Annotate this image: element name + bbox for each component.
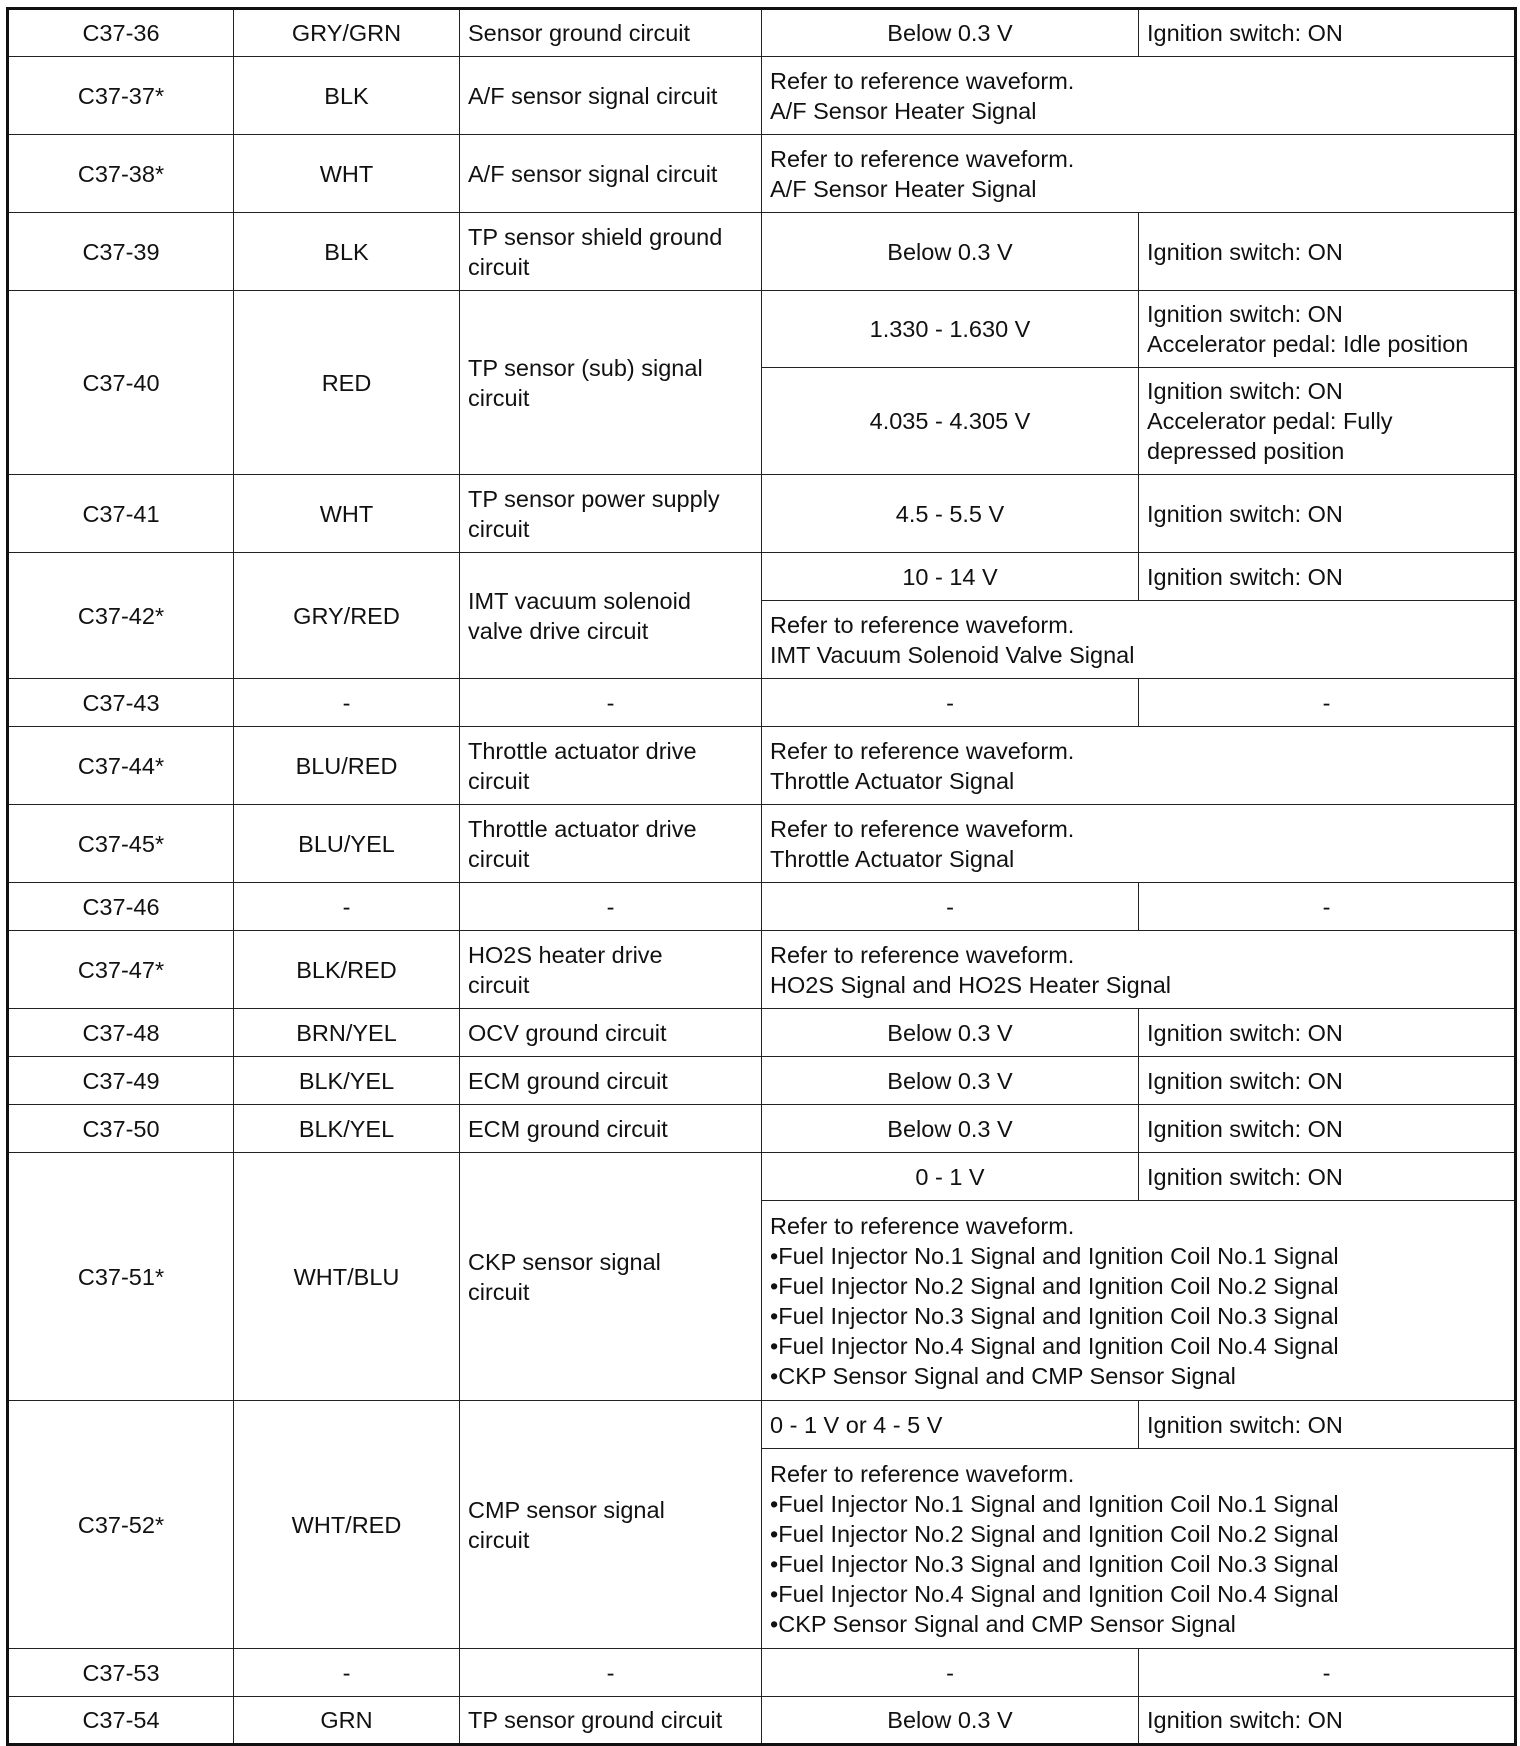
circuit-line: ECM ground circuit	[468, 1067, 668, 1094]
circuit-line: Throttle actuator drive	[468, 815, 697, 842]
condition-line: Ignition switch: ON	[1147, 1067, 1343, 1094]
waveform-line: •Fuel Injector No.3 Signal and Ignition Coil No.3 Signal	[770, 1302, 1339, 1329]
wire-color-cell: BLU/RED	[234, 727, 460, 805]
table-row	[8, 1009, 1516, 1057]
waveform-line: •Fuel Injector No.2 Signal and Ignition Coil No.2 Signal	[770, 1520, 1339, 1547]
circuit-cell	[460, 553, 762, 679]
wire-color-cell: GRY/GRN	[234, 9, 460, 57]
circuit-line: -	[606, 893, 615, 920]
waveform-line: Refer to reference waveform.	[770, 1212, 1075, 1239]
table-body	[8, 9, 1516, 1745]
condition-cell	[1139, 679, 1516, 727]
terminal-cell: C37-45*	[8, 805, 234, 883]
wire-color-cell: WHT	[234, 475, 460, 553]
terminal-cell: C37-39	[8, 213, 234, 291]
wire-color-cell: -	[234, 1649, 460, 1697]
voltage-cell: 10 - 14 V	[762, 553, 1139, 601]
circuit-cell	[460, 57, 762, 135]
waveform-line: A/F Sensor Heater Signal	[770, 175, 1037, 202]
circuit-line: circuit	[468, 384, 530, 411]
condition-line: Accelerator pedal: Idle position	[1147, 331, 1469, 357]
voltage-cell: Below 0.3 V	[762, 1105, 1139, 1153]
circuit-cell	[460, 1153, 762, 1401]
voltage-cell: 0 - 1 V or 4 - 5 V	[762, 1401, 1139, 1449]
circuit-line: circuit	[468, 845, 530, 872]
waveform-line: Throttle Actuator Signal	[770, 845, 1015, 872]
waveform-line: Refer to reference waveform.	[770, 611, 1075, 638]
circuit-line: TP sensor shield ground	[468, 223, 723, 250]
waveform-line: Refer to reference waveform.	[770, 737, 1075, 764]
waveform-line: •Fuel Injector No.1 Signal and Ignition Coil No.1 Signal	[770, 1242, 1339, 1269]
circuit-line: valve drive circuit	[468, 617, 649, 644]
condition-line: Ignition switch: ON	[1147, 1707, 1343, 1733]
circuit-line: OCV ground circuit	[468, 1019, 667, 1046]
condition-cell	[1139, 475, 1516, 553]
terminal-cell: C37-52*	[8, 1401, 234, 1649]
terminal-cell: C37-49	[8, 1057, 234, 1105]
waveform-reference-cell	[762, 1201, 1516, 1401]
circuit-line: CKP sensor signal	[468, 1248, 661, 1275]
waveform-line: Throttle Actuator Signal	[770, 767, 1015, 794]
wire-color-cell: WHT/BLU	[234, 1153, 460, 1401]
table-row	[8, 1401, 1516, 1449]
condition-line: Ignition switch: ON	[1147, 378, 1343, 404]
terminal-table	[6, 7, 1517, 1746]
circuit-line: circuit	[468, 253, 530, 280]
waveform-reference-cell	[762, 1449, 1516, 1649]
voltage-cell: Below 0.3 V	[762, 1009, 1139, 1057]
waveform-line: •Fuel Injector No.4 Signal and Ignition Coil No.4 Signal	[770, 1332, 1339, 1359]
condition-cell	[1139, 368, 1516, 475]
waveform-reference-cell	[762, 805, 1516, 883]
table-row	[8, 1153, 1516, 1201]
circuit-line: A/F sensor signal circuit	[468, 160, 718, 187]
condition-line: depressed position	[1147, 438, 1345, 464]
circuit-cell	[460, 1105, 762, 1153]
terminal-cell: C37-40	[8, 291, 234, 475]
wire-color-cell: WHT/RED	[234, 1401, 460, 1649]
table-row	[8, 679, 1516, 727]
condition-line: -	[1322, 893, 1331, 920]
circuit-cell	[460, 805, 762, 883]
condition-line: Ignition switch: ON	[1147, 1019, 1343, 1046]
circuit-cell	[460, 475, 762, 553]
condition-cell	[1139, 1649, 1516, 1697]
waveform-reference-cell	[762, 931, 1516, 1009]
waveform-line: •CKP Sensor Signal and CMP Sensor Signal	[770, 1362, 1236, 1389]
circuit-line: A/F sensor signal circuit	[468, 82, 718, 109]
circuit-line: HO2S heater drive	[468, 941, 663, 968]
circuit-line: Sensor ground circuit	[468, 20, 691, 46]
condition-line: Ignition switch: ON	[1147, 1163, 1343, 1190]
waveform-line: HO2S Signal and HO2S Heater Signal	[770, 971, 1172, 998]
circuit-cell	[460, 931, 762, 1009]
wire-color-cell: -	[234, 679, 460, 727]
wire-color-cell: BRN/YEL	[234, 1009, 460, 1057]
circuit-line: circuit	[468, 1526, 530, 1553]
condition-line: Ignition switch: ON	[1147, 238, 1343, 265]
terminal-cell: C37-42*	[8, 553, 234, 679]
condition-line: Ignition switch: ON	[1147, 1115, 1343, 1142]
circuit-cell	[460, 135, 762, 213]
waveform-line: Refer to reference waveform.	[770, 1460, 1075, 1487]
circuit-line: circuit	[468, 515, 530, 542]
terminal-cell: C37-51*	[8, 1153, 234, 1401]
waveform-reference-cell	[762, 727, 1516, 805]
circuit-line: IMT vacuum solenoid	[468, 587, 691, 614]
wire-color-cell: BLK/YEL	[234, 1057, 460, 1105]
condition-cell	[1139, 553, 1516, 601]
circuit-line: circuit	[468, 971, 530, 998]
condition-line: Ignition switch: ON	[1147, 500, 1343, 527]
voltage-cell: Below 0.3 V	[762, 1057, 1139, 1105]
table-row	[8, 291, 1516, 368]
table-row	[8, 553, 1516, 601]
condition-line: Ignition switch: ON	[1147, 20, 1343, 46]
waveform-line: Refer to reference waveform.	[770, 941, 1075, 968]
terminal-cell: C37-47*	[8, 931, 234, 1009]
circuit-cell	[460, 1697, 762, 1745]
terminal-cell: C37-48	[8, 1009, 234, 1057]
table-row	[8, 135, 1516, 213]
circuit-line: -	[606, 1659, 615, 1686]
table-row	[8, 475, 1516, 553]
wire-color-cell: GRY/RED	[234, 553, 460, 679]
circuit-cell	[460, 727, 762, 805]
wire-color-cell: BLK	[234, 57, 460, 135]
voltage-cell: 1.330 - 1.630 V	[762, 291, 1139, 368]
condition-line: Ignition switch: ON	[1147, 1411, 1343, 1438]
terminal-cell: C37-50	[8, 1105, 234, 1153]
waveform-line: •Fuel Injector No.4 Signal and Ignition Coil No.4 Signal	[770, 1580, 1339, 1607]
waveform-line: •CKP Sensor Signal and CMP Sensor Signal	[770, 1610, 1236, 1637]
circuit-cell	[460, 679, 762, 727]
circuit-cell	[460, 1057, 762, 1105]
table-row	[8, 883, 1516, 931]
condition-line: Ignition switch: ON	[1147, 301, 1343, 327]
circuit-line: -	[606, 689, 615, 716]
terminal-cell: C37-44*	[8, 727, 234, 805]
circuit-line: Throttle actuator drive	[468, 737, 697, 764]
condition-cell	[1139, 1697, 1516, 1745]
wire-color-cell: RED	[234, 291, 460, 475]
table-row	[8, 213, 1516, 291]
table-row	[8, 805, 1516, 883]
voltage-cell: 4.035 - 4.305 V	[762, 368, 1139, 475]
voltage-cell: 4.5 - 5.5 V	[762, 475, 1139, 553]
condition-line: Accelerator pedal: Fully	[1147, 408, 1393, 434]
circuit-cell	[460, 883, 762, 931]
wire-color-cell: BLU/YEL	[234, 805, 460, 883]
waveform-line: Refer to reference waveform.	[770, 815, 1075, 842]
wire-color-cell: BLK/RED	[234, 931, 460, 1009]
terminal-cell: C37-37*	[8, 57, 234, 135]
circuit-line: circuit	[468, 1278, 530, 1305]
waveform-line: IMT Vacuum Solenoid Valve Signal	[770, 641, 1135, 668]
table-row	[8, 9, 1516, 57]
circuit-line: TP sensor power supply	[468, 485, 720, 512]
wire-color-cell: BLK	[234, 213, 460, 291]
condition-cell	[1139, 213, 1516, 291]
condition-cell	[1139, 1057, 1516, 1105]
condition-cell	[1139, 1009, 1516, 1057]
terminal-cell: C37-43	[8, 679, 234, 727]
voltage-cell: -	[762, 883, 1139, 931]
waveform-line: A/F Sensor Heater Signal	[770, 97, 1037, 124]
wire-color-cell: BLK/YEL	[234, 1105, 460, 1153]
table-row	[8, 1697, 1516, 1745]
table-row	[8, 1649, 1516, 1697]
table-row	[8, 57, 1516, 135]
waveform-line: Refer to reference waveform.	[770, 67, 1075, 94]
circuit-line: ECM ground circuit	[468, 1115, 668, 1142]
table-row	[8, 1057, 1516, 1105]
table-row	[8, 931, 1516, 1009]
condition-cell	[1139, 291, 1516, 368]
voltage-cell: -	[762, 1649, 1139, 1697]
voltage-cell: Below 0.3 V	[762, 213, 1139, 291]
voltage-cell: 0 - 1 V	[762, 1153, 1139, 1201]
waveform-line: •Fuel Injector No.1 Signal and Ignition Coil No.1 Signal	[770, 1490, 1339, 1517]
waveform-reference-cell	[762, 601, 1516, 679]
terminal-cell: C37-54	[8, 1697, 234, 1745]
circuit-line: circuit	[468, 767, 530, 794]
voltage-cell: Below 0.3 V	[762, 1697, 1139, 1745]
terminal-cell: C37-36	[8, 9, 234, 57]
circuit-line: TP sensor ground circuit	[468, 1707, 723, 1733]
condition-cell	[1139, 1153, 1516, 1201]
wire-color-cell: WHT	[234, 135, 460, 213]
waveform-line: Refer to reference waveform.	[770, 145, 1075, 172]
waveform-reference-cell	[762, 57, 1516, 135]
circuit-cell	[460, 1009, 762, 1057]
table-row	[8, 1105, 1516, 1153]
terminal-cell: C37-38*	[8, 135, 234, 213]
table-row	[8, 727, 1516, 805]
voltage-cell: Below 0.3 V	[762, 9, 1139, 57]
circuit-line: CMP sensor signal	[468, 1496, 665, 1523]
condition-cell	[1139, 9, 1516, 57]
condition-cell	[1139, 883, 1516, 931]
condition-cell	[1139, 1105, 1516, 1153]
terminal-cell: C37-46	[8, 883, 234, 931]
terminal-cell: C37-41	[8, 475, 234, 553]
circuit-line: TP sensor (sub) signal	[468, 354, 703, 381]
terminal-cell: C37-53	[8, 1649, 234, 1697]
waveform-reference-cell	[762, 135, 1516, 213]
circuit-cell	[460, 9, 762, 57]
waveform-line: •Fuel Injector No.3 Signal and Ignition Coil No.3 Signal	[770, 1550, 1339, 1577]
waveform-line: •Fuel Injector No.2 Signal and Ignition Coil No.2 Signal	[770, 1272, 1339, 1299]
circuit-cell	[460, 213, 762, 291]
circuit-cell	[460, 1649, 762, 1697]
condition-line: -	[1322, 689, 1331, 716]
condition-line: Ignition switch: ON	[1147, 563, 1343, 590]
voltage-cell: -	[762, 679, 1139, 727]
condition-line: -	[1322, 1659, 1331, 1686]
wire-color-cell: GRN	[234, 1697, 460, 1745]
condition-cell	[1139, 1401, 1516, 1449]
circuit-cell	[460, 291, 762, 475]
circuit-cell	[460, 1401, 762, 1649]
wire-color-cell: -	[234, 883, 460, 931]
